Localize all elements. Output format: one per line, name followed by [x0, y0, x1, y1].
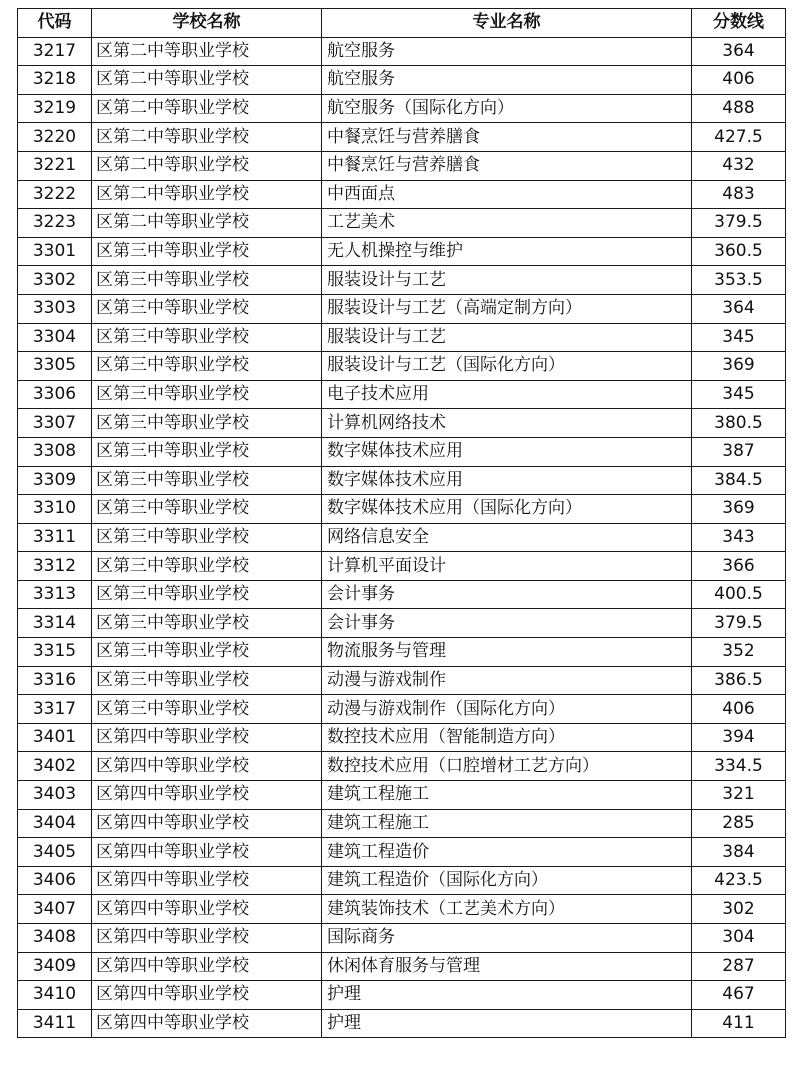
major-cell: 工艺美术: [322, 209, 692, 238]
code-cell: 3311: [18, 523, 92, 552]
header-score: 分数线: [692, 9, 786, 38]
school-cell: 区第四中等职业学校: [92, 809, 322, 838]
table-row: [18, 237, 786, 266]
major-cell: 服装设计与工艺: [322, 266, 692, 295]
major-cell: 中餐烹饪与营养膳食: [322, 151, 692, 180]
major-cell: 建筑工程造价（国际化方向）: [322, 866, 692, 895]
table-row: [18, 523, 786, 552]
score-cell: 406: [692, 695, 786, 724]
score-cell: 287: [692, 952, 786, 981]
school-cell: 区第三中等职业学校: [92, 580, 322, 609]
school-cell: 区第四中等职业学校: [92, 895, 322, 924]
table-row: [18, 666, 786, 695]
score-cell: 394: [692, 723, 786, 752]
major-cell: 航空服务（国际化方向）: [322, 94, 692, 123]
school-cell: 区第四中等职业学校: [92, 866, 322, 895]
code-cell: 3303: [18, 294, 92, 323]
code-cell: 3222: [18, 180, 92, 209]
table-body: [18, 37, 786, 1038]
code-cell: 3315: [18, 638, 92, 667]
score-cell: 343: [692, 523, 786, 552]
score-cell: 386.5: [692, 666, 786, 695]
major-cell: 数控技术应用（智能制造方向）: [322, 723, 692, 752]
major-cell: 数字媒体技术应用: [322, 437, 692, 466]
score-cell: 483: [692, 180, 786, 209]
school-cell: 区第四中等职业学校: [92, 981, 322, 1010]
major-cell: 物流服务与管理: [322, 638, 692, 667]
code-cell: 3411: [18, 1009, 92, 1038]
school-cell: 区第二中等职业学校: [92, 151, 322, 180]
school-cell: 区第四中等职业学校: [92, 924, 322, 953]
score-cell: 364: [692, 37, 786, 66]
code-cell: 3316: [18, 666, 92, 695]
score-cell: 423.5: [692, 866, 786, 895]
table-row: [18, 752, 786, 781]
table-row: [18, 981, 786, 1010]
school-cell: 区第三中等职业学校: [92, 495, 322, 524]
major-cell: 数字媒体技术应用: [322, 466, 692, 495]
major-cell: 建筑装饰技术（工艺美术方向）: [322, 895, 692, 924]
code-cell: 3219: [18, 94, 92, 123]
table-row: [18, 723, 786, 752]
score-cell: 432: [692, 151, 786, 180]
major-cell: 中西面点: [322, 180, 692, 209]
score-cell: 384.5: [692, 466, 786, 495]
score-cell: 369: [692, 352, 786, 381]
score-cell: 369: [692, 495, 786, 524]
major-cell: 航空服务: [322, 66, 692, 95]
score-cell: 360.5: [692, 237, 786, 266]
major-cell: 休闲体育服务与管理: [322, 952, 692, 981]
table-row: [18, 781, 786, 810]
major-cell: 数字媒体技术应用（国际化方向）: [322, 495, 692, 524]
score-cell: 345: [692, 323, 786, 352]
header-school: 学校名称: [92, 9, 322, 38]
code-cell: 3408: [18, 924, 92, 953]
major-cell: 服装设计与工艺: [322, 323, 692, 352]
score-cell: 384: [692, 838, 786, 867]
code-cell: 3314: [18, 609, 92, 638]
table-row: [18, 151, 786, 180]
table-row: [18, 94, 786, 123]
table-row: [18, 294, 786, 323]
code-cell: 3307: [18, 409, 92, 438]
school-cell: 区第四中等职业学校: [92, 723, 322, 752]
table-row: [18, 580, 786, 609]
code-cell: 3302: [18, 266, 92, 295]
major-cell: 护理: [322, 981, 692, 1010]
school-cell: 区第二中等职业学校: [92, 180, 322, 209]
table-row: [18, 409, 786, 438]
table-row: [18, 123, 786, 152]
score-cell: 353.5: [692, 266, 786, 295]
code-cell: 3309: [18, 466, 92, 495]
school-cell: 区第四中等职业学校: [92, 752, 322, 781]
table-row: [18, 866, 786, 895]
table-row: [18, 638, 786, 667]
table-row: [18, 37, 786, 66]
score-cell: 321: [692, 781, 786, 810]
major-cell: 会计事务: [322, 609, 692, 638]
school-cell: 区第四中等职业学校: [92, 1009, 322, 1038]
code-cell: 3221: [18, 151, 92, 180]
table-row: [18, 895, 786, 924]
code-cell: 3404: [18, 809, 92, 838]
score-cell: 304: [692, 924, 786, 953]
major-cell: 建筑工程施工: [322, 809, 692, 838]
code-cell: 3402: [18, 752, 92, 781]
score-cell: 285: [692, 809, 786, 838]
table-row: [18, 466, 786, 495]
header-row: [18, 9, 786, 38]
school-cell: 区第三中等职业学校: [92, 523, 322, 552]
school-cell: 区第三中等职业学校: [92, 437, 322, 466]
school-cell: 区第三中等职业学校: [92, 380, 322, 409]
table-row: [18, 266, 786, 295]
table-row: [18, 437, 786, 466]
major-cell: 航空服务: [322, 37, 692, 66]
code-cell: 3403: [18, 781, 92, 810]
table-row: [18, 952, 786, 981]
school-cell: 区第三中等职业学校: [92, 352, 322, 381]
school-cell: 区第三中等职业学校: [92, 638, 322, 667]
table-row: [18, 695, 786, 724]
school-cell: 区第二中等职业学校: [92, 209, 322, 238]
school-cell: 区第三中等职业学校: [92, 237, 322, 266]
major-cell: 会计事务: [322, 580, 692, 609]
code-cell: 3306: [18, 380, 92, 409]
table-row: [18, 838, 786, 867]
table-header: [18, 9, 786, 38]
score-cell: 380.5: [692, 409, 786, 438]
code-cell: 3304: [18, 323, 92, 352]
major-cell: 计算机网络技术: [322, 409, 692, 438]
code-cell: 3217: [18, 37, 92, 66]
code-cell: 3406: [18, 866, 92, 895]
code-cell: 3223: [18, 209, 92, 238]
code-cell: 3310: [18, 495, 92, 524]
school-cell: 区第四中等职业学校: [92, 952, 322, 981]
school-cell: 区第四中等职业学校: [92, 781, 322, 810]
school-cell: 区第三中等职业学校: [92, 266, 322, 295]
major-cell: 网络信息安全: [322, 523, 692, 552]
code-cell: 3308: [18, 437, 92, 466]
score-cell: 467: [692, 981, 786, 1010]
header-code: 代码: [18, 9, 92, 38]
table-row: [18, 924, 786, 953]
score-cell: 406: [692, 66, 786, 95]
score-cell: 387: [692, 437, 786, 466]
table-row: [18, 495, 786, 524]
table-row: [18, 180, 786, 209]
major-cell: 数控技术应用（口腔增材工艺方向）: [322, 752, 692, 781]
school-cell: 区第二中等职业学校: [92, 37, 322, 66]
table-row: [18, 609, 786, 638]
table-row: [18, 209, 786, 238]
major-cell: 计算机平面设计: [322, 552, 692, 581]
major-cell: 动漫与游戏制作: [322, 666, 692, 695]
code-cell: 3313: [18, 580, 92, 609]
code-cell: 3305: [18, 352, 92, 381]
table-row: [18, 352, 786, 381]
school-cell: 区第三中等职业学校: [92, 552, 322, 581]
header-major: 专业名称: [322, 9, 692, 38]
school-cell: 区第三中等职业学校: [92, 323, 322, 352]
table-row: [18, 809, 786, 838]
major-cell: 建筑工程造价: [322, 838, 692, 867]
school-cell: 区第二中等职业学校: [92, 94, 322, 123]
score-cell: 379.5: [692, 609, 786, 638]
score-cell: 364: [692, 294, 786, 323]
school-cell: 区第二中等职业学校: [92, 66, 322, 95]
code-cell: 3410: [18, 981, 92, 1010]
major-cell: 国际商务: [322, 924, 692, 953]
score-table-container: [17, 8, 785, 1038]
score-cell: 379.5: [692, 209, 786, 238]
code-cell: 3301: [18, 237, 92, 266]
school-cell: 区第三中等职业学校: [92, 666, 322, 695]
score-cell: 411: [692, 1009, 786, 1038]
code-cell: 3218: [18, 66, 92, 95]
major-cell: 电子技术应用: [322, 380, 692, 409]
school-cell: 区第三中等职业学校: [92, 609, 322, 638]
code-cell: 3220: [18, 123, 92, 152]
score-cell: 302: [692, 895, 786, 924]
score-cell: 400.5: [692, 580, 786, 609]
code-cell: 3405: [18, 838, 92, 867]
school-cell: 区第四中等职业学校: [92, 838, 322, 867]
score-cell: 334.5: [692, 752, 786, 781]
major-cell: 建筑工程施工: [322, 781, 692, 810]
score-cell: 366: [692, 552, 786, 581]
code-cell: 3401: [18, 723, 92, 752]
score-cell: 488: [692, 94, 786, 123]
score-cell: 352: [692, 638, 786, 667]
major-cell: 中餐烹饪与营养膳食: [322, 123, 692, 152]
code-cell: 3407: [18, 895, 92, 924]
score-table: [17, 8, 786, 1038]
table-row: [18, 323, 786, 352]
major-cell: 服装设计与工艺（国际化方向）: [322, 352, 692, 381]
major-cell: 动漫与游戏制作（国际化方向）: [322, 695, 692, 724]
school-cell: 区第三中等职业学校: [92, 409, 322, 438]
table-row: [18, 552, 786, 581]
score-cell: 345: [692, 380, 786, 409]
major-cell: 服装设计与工艺（高端定制方向）: [322, 294, 692, 323]
code-cell: 3409: [18, 952, 92, 981]
table-row: [18, 380, 786, 409]
school-cell: 区第三中等职业学校: [92, 695, 322, 724]
major-cell: 无人机操控与维护: [322, 237, 692, 266]
school-cell: 区第三中等职业学校: [92, 466, 322, 495]
code-cell: 3317: [18, 695, 92, 724]
table-row: [18, 1009, 786, 1038]
major-cell: 护理: [322, 1009, 692, 1038]
table-row: [18, 66, 786, 95]
school-cell: 区第三中等职业学校: [92, 294, 322, 323]
school-cell: 区第二中等职业学校: [92, 123, 322, 152]
code-cell: 3312: [18, 552, 92, 581]
score-cell: 427.5: [692, 123, 786, 152]
